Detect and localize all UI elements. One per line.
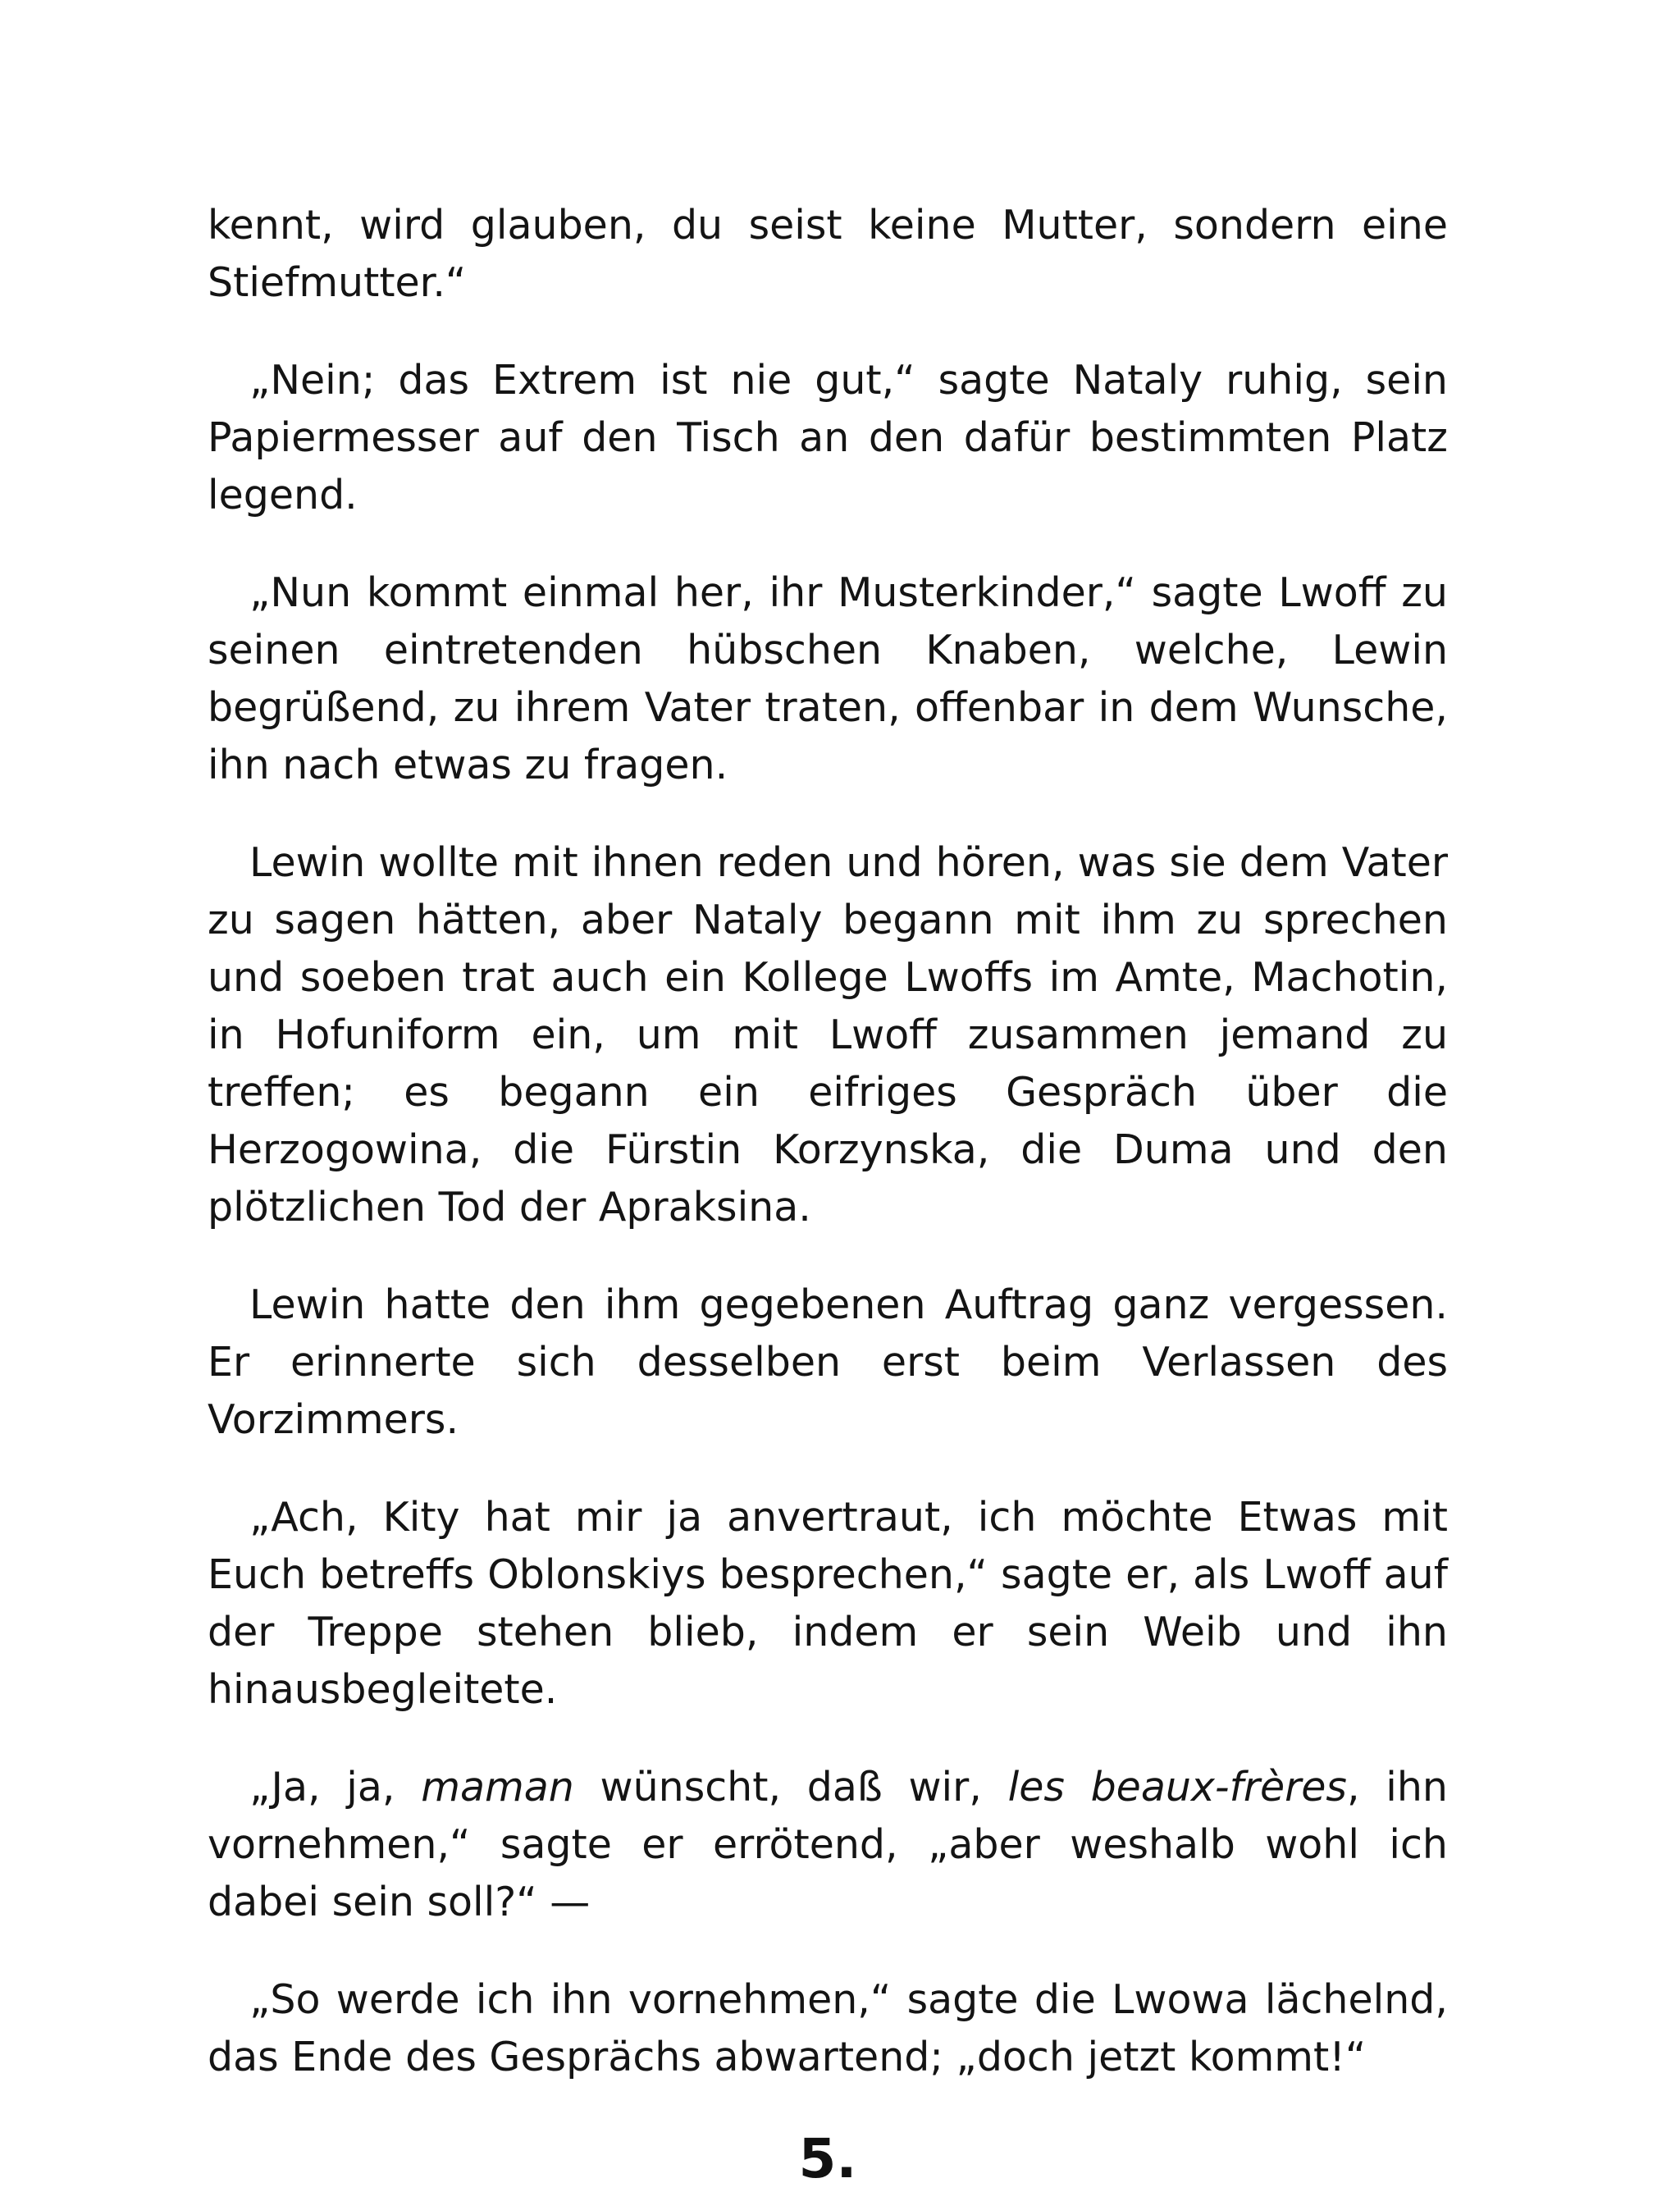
paragraph-7 bbox=[208, 1759, 1448, 1931]
paragraph-7-text-3: , ihn vornehmen,“ sagte er errötend, „aber weshalb wohl ich dabei sein soll?“ — bbox=[208, 1764, 1448, 1925]
book-page bbox=[208, 197, 1448, 2192]
paragraph-7-text-2: wünscht, daß wir, bbox=[573, 1764, 1008, 1811]
paragraph-8: „So werde ich ihn vornehmen,“ sagte die Lwowa lächelnd, das Ende des Gesprächs abwartend; „doch jetzt kommt!“ bbox=[208, 1976, 1448, 2080]
paragraph-4: Lewin wollte mit ihnen reden und hören, was sie dem Vater zu sagen hätten, aber Nataly begann mit ihm zu sprechen und soeben trat auch ein Kollege Lwoffs im Amte, Machotin, in Hofuniform ein, um mit Lwoff zusammen jemand zu treffen; es begann ein eifriges Gespräch über die Herzogowina, die Fürstin Korzynska, die Duma und den plötzlichen Tod der Apraksina. bbox=[208, 839, 1448, 1231]
paragraph-7-text-1: „Ja, ja, bbox=[249, 1764, 422, 1811]
paragraph-2: „Nein; das Extrem ist nie gut,“ sagte Nataly ruhig, sein Papiermesser auf den Tisch an den dafür bestimmten Platz legend. bbox=[208, 357, 1448, 518]
paragraph-5: Lewin hatte den ihm gegebenen Auftrag ganz vergessen. Er erinnerte sich desselben erst beim Verlassen des Vorzimmers. bbox=[208, 1281, 1448, 1443]
paragraph-7-italic-maman: maman bbox=[421, 1764, 574, 1811]
chapter-number-heading: 5. bbox=[798, 2127, 857, 2190]
paragraph-1: kennt, wird glauben, du seist keine Mutter, sondern eine Stiefmutter.“ bbox=[208, 202, 1448, 306]
paragraph-6: „Ach, Kity hat mir ja anvertraut, ich möchte Etwas mit Euch betreffs Oblonskiys besprechen,“ sagte er, als Lwoff auf der Treppe stehen blieb, indem er sein Weib und ihn hinausbegleitete. bbox=[208, 1494, 1448, 1713]
paragraph-7-italic-beaux-freres: les beaux-frères bbox=[1007, 1764, 1347, 1811]
paragraph-3: „Nun kommt einmal her, ihr Musterkinder,“ sagte Lwoff zu seinen eintretenden hübschen Knaben, welche, Lewin begrüßend, zu ihrem Vater traten, offenbar in dem Wunsche, ihn nach etwas zu fragen. bbox=[208, 569, 1448, 788]
